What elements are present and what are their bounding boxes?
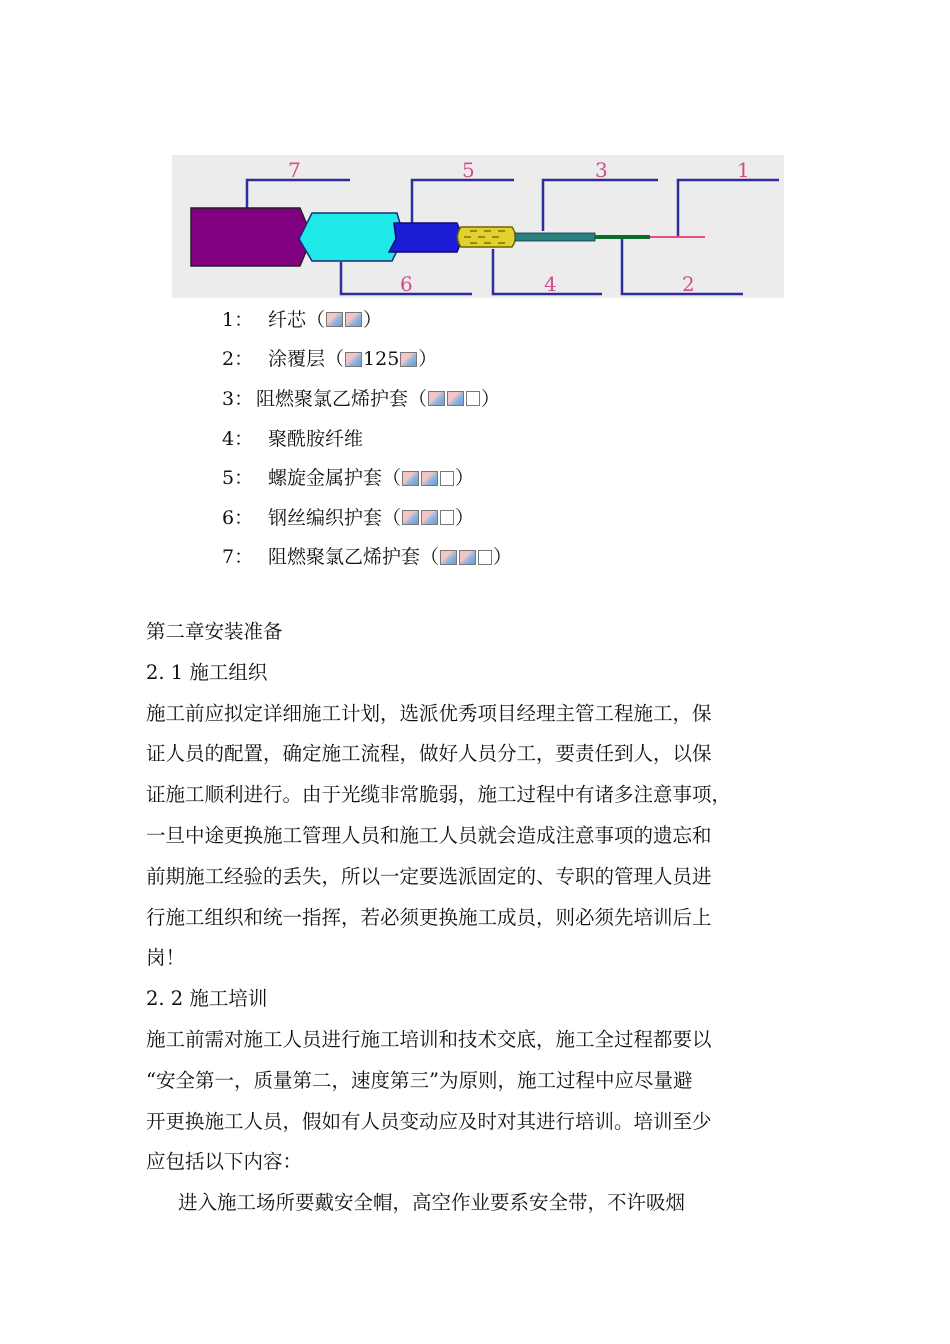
diagram-label-3: 3 [595, 158, 608, 182]
image-placeholder-icon [402, 510, 419, 525]
image-placeholder-icon [400, 352, 417, 367]
fiber-core [650, 236, 705, 238]
image-placeholder-icon [447, 391, 464, 406]
image-placeholder-icon [421, 471, 438, 486]
image-placeholder-icon [326, 312, 343, 327]
legend-item-7: 7： 阻燃聚氯乙烯护套（ ） [222, 546, 513, 569]
leader-1 [678, 180, 779, 237]
image-placeholder-icon [440, 510, 454, 525]
paragraph-line: 证人员的配置，确定施工流程，做好人员分工，要责任到人，以保 [146, 742, 712, 766]
paragraph-line: 行施工组织和统一指挥，若必须更换施工成员，则必须先培训后上 [146, 905, 712, 929]
paragraph-line: 证施工顺利进行。由于光缆非常脆弱，施工过程中有诸多注意事项， [146, 783, 732, 807]
fiber-coating [595, 235, 650, 239]
paragraph-line: 施工前需对施工人员进行施工培训和技术交底，施工全过程都要以 [146, 1027, 712, 1051]
paragraph-line: 开更换施工人员，假如有人员变动应及时对其进行培训。培训至少 [146, 1109, 712, 1133]
legend-item-6: 6： 钢丝编织护套（ ） [222, 506, 475, 529]
leader-7 [247, 180, 350, 208]
chapter-title: 第二章安装准备 [146, 620, 283, 643]
steel-braid-jacket [299, 213, 404, 261]
paragraph-line: “安全第一，质量第二，速度第三”为原则，施工过程中应尽量避 [146, 1068, 693, 1092]
paragraph-line: 施工前应拟定详细施工计划，选派优秀项目经理主管工程施工，保 [146, 701, 712, 725]
diagram-label-6: 6 [400, 272, 413, 296]
legend-item-2: 2： 涂覆层（ 125 ） [222, 348, 438, 371]
fiber-buffer [515, 233, 595, 241]
image-placeholder-icon [428, 391, 445, 406]
legend-item-4: 4： 聚酰胺纤维 [222, 427, 364, 450]
section-title: 2. 1 施工组织 [146, 660, 268, 684]
component-legend [222, 300, 722, 577]
diagram-label-7: 7 [288, 158, 301, 182]
paragraph-line: 一旦中途更换施工管理人员和施工人员就会造成注意事项的遗忘和 [146, 823, 712, 847]
list-item: 进入施工场所要戴安全帽，高空作业要系安全带，不许吸烟 [178, 1191, 686, 1215]
aramid-fiber-layer [458, 227, 516, 247]
spiral-metal-jacket [389, 223, 463, 252]
image-placeholder-icon [459, 550, 476, 565]
section-title: 2. 2 施工培训 [146, 987, 268, 1011]
image-placeholder-icon [402, 471, 419, 486]
diagram-label-2: 2 [682, 272, 695, 296]
image-placeholder-icon [440, 471, 454, 486]
legend-item-5: 5： 螺旋金属护套（ ） [222, 467, 475, 490]
image-placeholder-icon [478, 550, 492, 565]
image-placeholder-icon [345, 312, 362, 327]
image-placeholder-icon [345, 352, 362, 367]
diagram-label-4: 4 [544, 272, 557, 296]
diagram-label-1: 1 [737, 158, 750, 182]
leader-3 [543, 180, 658, 231]
body-text [146, 612, 826, 1224]
paragraph-line: 岗！ [146, 946, 186, 970]
paragraph-line: 应包括以下内容： [146, 1150, 303, 1174]
outer-jacket [191, 208, 312, 266]
diagram-label-5: 5 [462, 158, 475, 182]
legend-item-3: 3： 阻燃聚氯乙烯护套（ ） [222, 387, 501, 410]
legend-item-1: 1： 纤芯（ ） [222, 308, 383, 331]
image-placeholder-icon [466, 391, 480, 406]
image-placeholder-icon [421, 510, 438, 525]
cable-structure-diagram [172, 155, 784, 298]
paragraph-line: 前期施工经验的丢失，所以一定要选派固定的、专职的管理人员进 [146, 864, 712, 888]
image-placeholder-icon [440, 550, 457, 565]
